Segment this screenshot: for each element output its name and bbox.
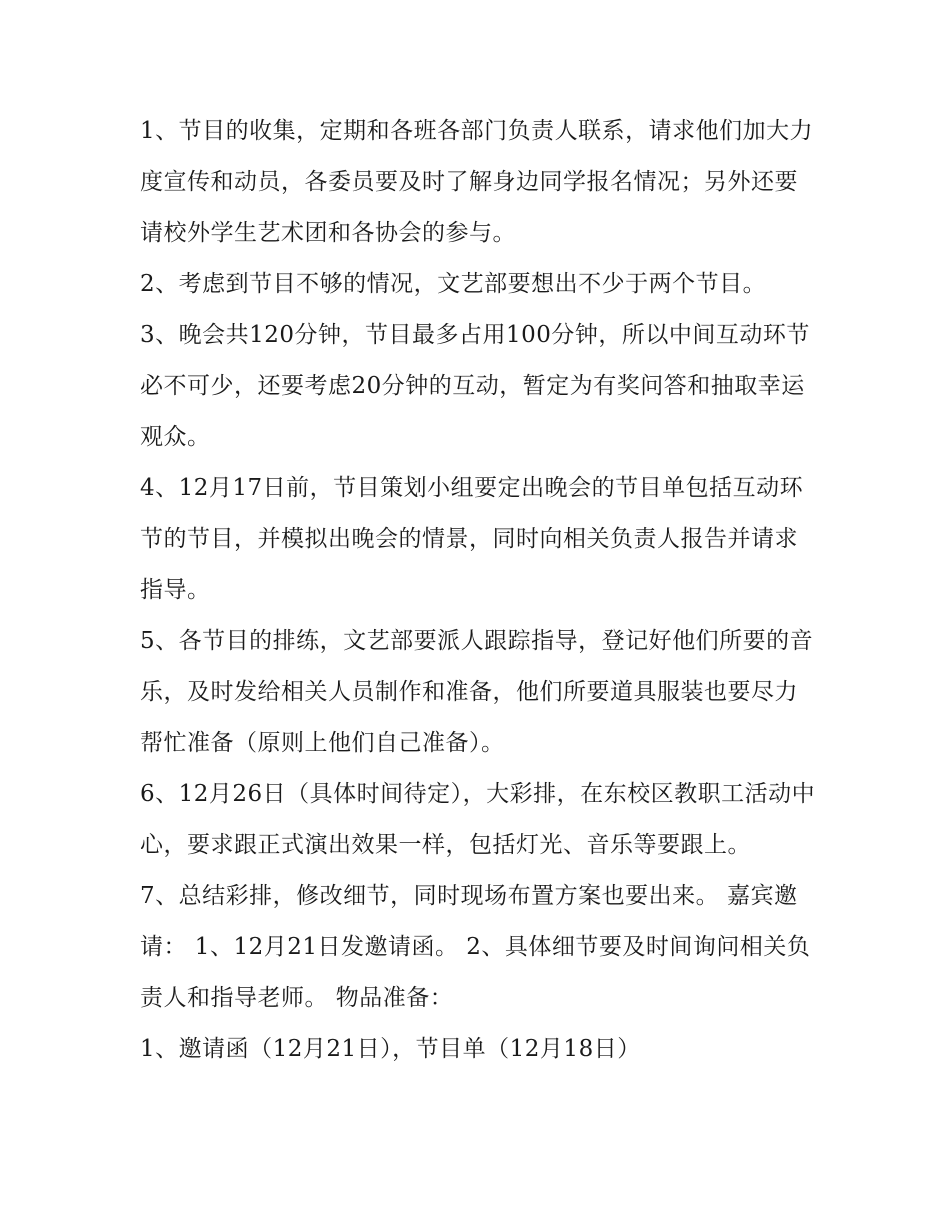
paragraph-8: 1、邀请函（12月21日），节目单（12月18日） [140, 1036, 641, 1062]
paragraph-5: 5、各节目的排练，文艺部要派人跟踪指导，登记好他们所要的音乐，及时发给相关人员制作和准备，他们所要道具服装也要尽力帮忙准备（原则上他们自己准备）。 [140, 628, 814, 756]
document-body [140, 106, 820, 1075]
paragraph-4: 4、12月17日前，节目策划小组要定出晚会的节目单包括互动环节的节目，并模拟出晚会的情景，同时向相关负责人报告并请求指导。 [140, 475, 804, 603]
paragraph-1: 1、节目的收集，定期和各班各部门负责人联系，请求他们加大力度宣传和动员，各委员要及时了解身边同学报名情况；另外还要请校外学生艺术团和各协会的参与。 [140, 118, 814, 246]
paragraph-6: 6、12月26日（具体时间待定），大彩排，在东校区教职工活动中心，要求跟正式演出效果一样，包括灯光、音乐等要跟上。 [140, 781, 816, 858]
paragraph-2: 2、考虑到节目不够的情况，文艺部要想出不少于两个节目。 [140, 271, 767, 297]
paragraph-3: 3、晚会共120分钟，节目最多占用100分钟，所以中间互动环节必不可少，还要考虑20分钟的互动，暂定为有奖问答和抽取幸运观众。 [140, 322, 810, 450]
paragraph-7: 7、总结彩排，修改细节，同时现场布置方案也要出来。 嘉宾邀请： 1、12月21日发邀请函。 2、具体细节要及时间询问相关负责人和指导老师。 物品准备： [140, 883, 811, 1011]
